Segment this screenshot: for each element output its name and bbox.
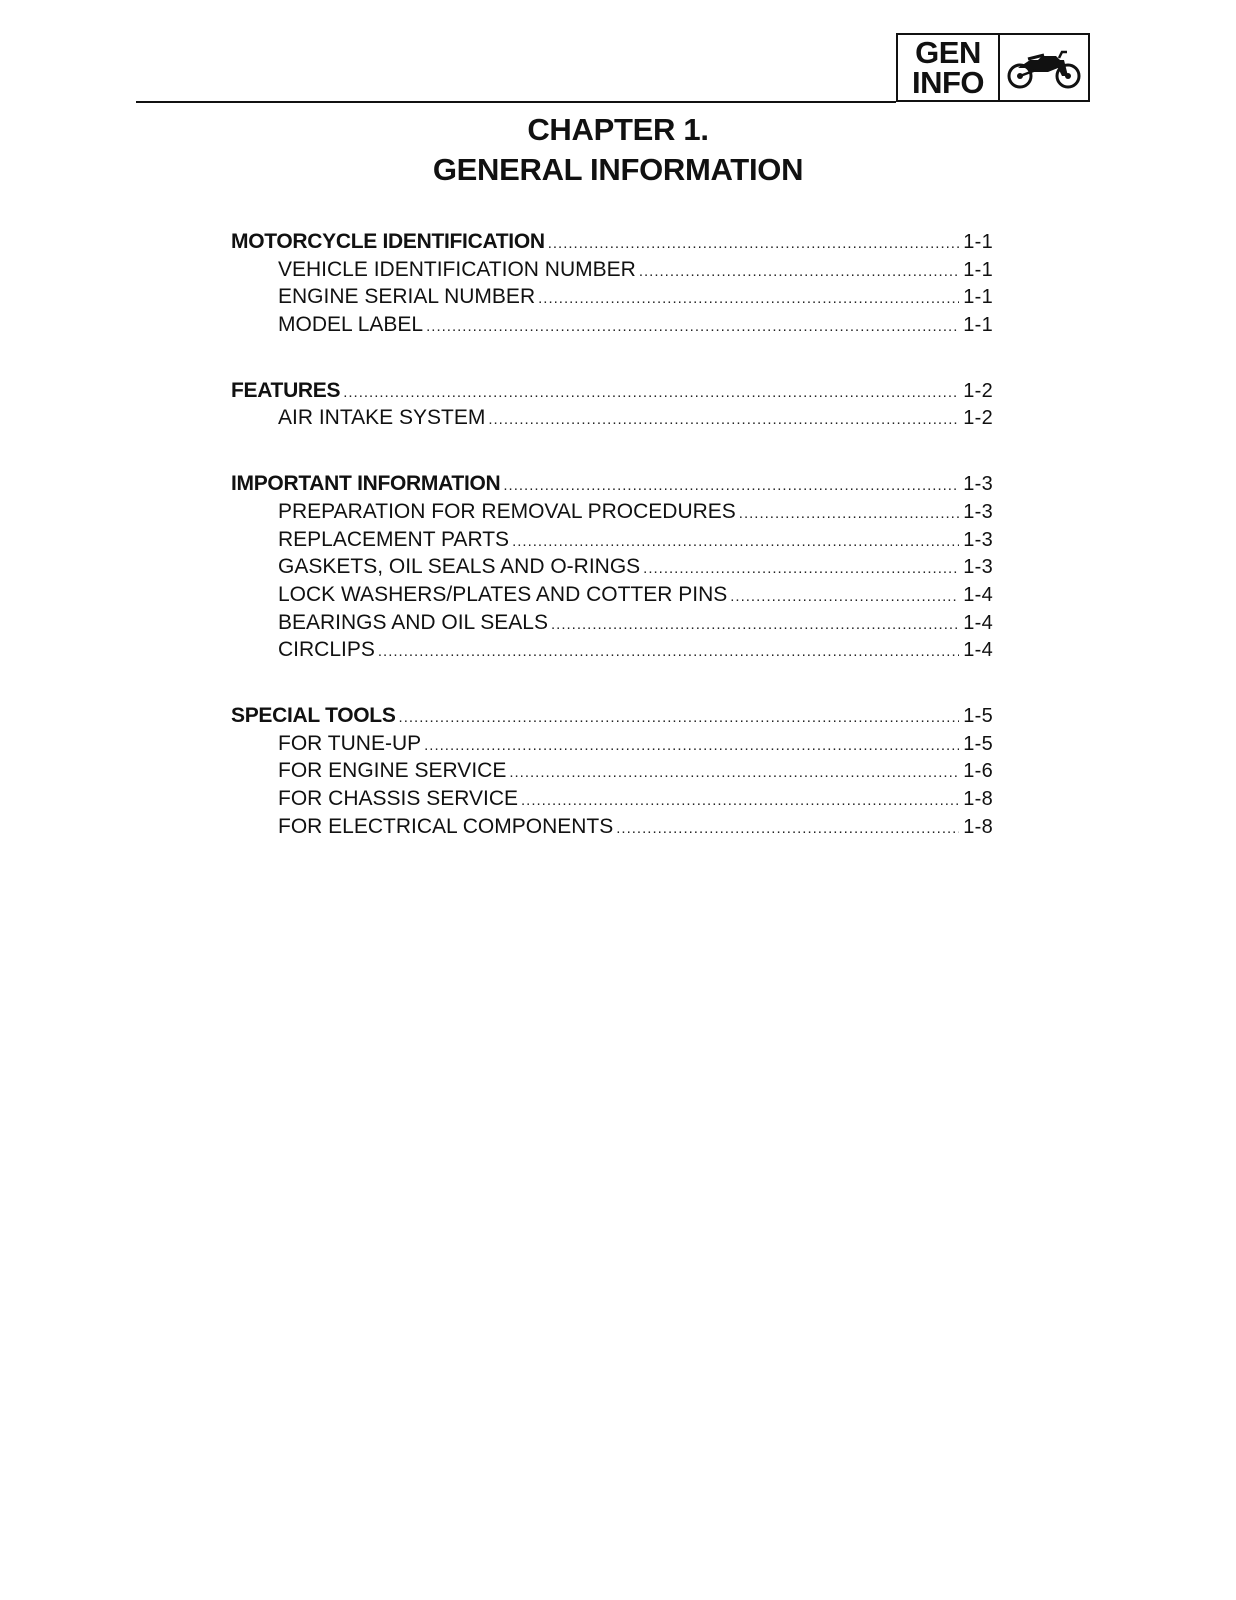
toc-heading-label: IMPORTANT INFORMATION — [231, 472, 501, 496]
toc-heading-label: FEATURES — [231, 378, 341, 402]
toc-page-number: 1-8 — [963, 788, 993, 810]
toc-item-label: FOR ENGINE SERVICE — [278, 759, 507, 783]
toc-item[interactable] — [231, 283, 993, 311]
toc-item[interactable] — [231, 581, 993, 609]
toc-item[interactable] — [231, 526, 993, 554]
toc-item[interactable] — [231, 757, 993, 785]
dot-leader — [399, 704, 960, 732]
toc-page-number: 1-2 — [963, 407, 993, 430]
dot-leader — [426, 313, 959, 341]
toc-item-label: ENGINE SERIAL NUMBER — [278, 285, 536, 309]
chapter-number: CHAPTER 1. — [527, 112, 709, 147]
dot-leader — [548, 230, 959, 258]
toc-page-number: 1-1 — [963, 314, 993, 337]
dot-leader — [730, 583, 959, 611]
toc-item-label: PREPARATION FOR REMOVAL PROCEDURES — [278, 499, 736, 523]
section-tab-line2: INFO — [911, 64, 985, 100]
toc-item[interactable] — [231, 256, 993, 284]
toc-page-number: 1-3 — [963, 500, 993, 523]
toc-heading[interactable] — [231, 377, 993, 405]
toc-heading-label: MOTORCYCLE IDENTIFICATION — [231, 230, 545, 253]
header-rule — [136, 101, 896, 103]
toc-page-number: 1-6 — [963, 760, 993, 783]
toc-item-label: FOR ELECTRICAL COMPONENTS — [278, 814, 614, 838]
toc-item[interactable] — [231, 785, 993, 813]
dot-leader — [424, 732, 959, 760]
dot-leader — [639, 258, 959, 286]
toc-page-number: 1-8 — [963, 815, 993, 838]
toc-item[interactable] — [231, 311, 993, 339]
dot-leader — [521, 787, 959, 815]
toc-item-label: FOR CHASSIS SERVICE — [278, 787, 519, 810]
dot-leader — [538, 285, 959, 313]
toc-page-number: 1-3 — [963, 556, 993, 579]
toc-item-label: LOCK WASHERS/PLATES AND COTTER PINS — [278, 582, 728, 606]
toc-item-label: MODEL LABEL — [278, 313, 424, 337]
dot-leader — [488, 406, 959, 434]
dot-leader — [643, 555, 959, 583]
chapter-name: GENERAL INFORMATION — [432, 152, 804, 187]
toc-page-number: 1-2 — [963, 379, 993, 402]
dot-leader — [343, 379, 959, 407]
toc-item[interactable] — [231, 498, 993, 526]
toc-page-number: 1-5 — [963, 704, 993, 727]
dot-leader — [378, 638, 959, 666]
toc-heading-label: SPECIAL TOOLS — [231, 703, 396, 727]
toc-page-number: 1-3 — [963, 528, 993, 551]
toc-item-label: GASKETS, OIL SEALS AND O-RINGS — [278, 555, 641, 579]
toc-section — [231, 470, 993, 664]
toc-page-number: 1-4 — [963, 611, 993, 634]
toc-item-label: AIR INTAKE SYSTEM — [278, 406, 486, 430]
toc-section — [231, 228, 993, 339]
toc-section — [231, 377, 993, 432]
section-tab-line1: GEN — [915, 34, 981, 70]
toc-page-number: 1-1 — [963, 286, 993, 309]
toc-item-label: BEARINGS AND OIL SEALS — [278, 610, 548, 634]
dot-leader — [551, 611, 959, 639]
toc-item[interactable] — [231, 813, 993, 841]
toc-page-number: 1-4 — [963, 639, 993, 662]
toc-item-label: REPLACEMENT PARTS — [278, 527, 510, 551]
toc-page-number: 1-4 — [963, 583, 993, 606]
table-of-contents — [231, 228, 993, 878]
dot-leader — [503, 472, 959, 500]
motorcycle-icon — [1000, 35, 1088, 100]
toc-heading[interactable] — [231, 228, 993, 256]
toc-item[interactable] — [231, 404, 993, 432]
toc-item[interactable] — [231, 636, 993, 664]
toc-item[interactable] — [231, 553, 993, 581]
dot-leader — [512, 528, 959, 556]
section-tab — [896, 33, 1090, 102]
toc-item-label: VEHICLE IDENTIFICATION NUMBER — [278, 257, 636, 281]
toc-item[interactable] — [231, 609, 993, 637]
toc-item-label: CIRCLIPS — [278, 638, 375, 662]
section-tab-label — [898, 35, 1000, 100]
toc-section — [231, 702, 993, 840]
chapter-title — [0, 110, 1236, 190]
toc-heading[interactable] — [231, 470, 993, 498]
dot-leader — [509, 759, 959, 787]
toc-item-label: FOR TUNE-UP — [278, 731, 422, 755]
toc-page-number: 1-5 — [963, 732, 993, 755]
dot-leader — [739, 500, 959, 528]
toc-heading[interactable] — [231, 702, 993, 730]
toc-page-number: 1-3 — [963, 473, 993, 496]
toc-page-number: 1-1 — [963, 231, 993, 253]
dot-leader — [616, 815, 959, 843]
toc-page-number: 1-1 — [963, 258, 993, 281]
toc-item[interactable] — [231, 730, 993, 758]
